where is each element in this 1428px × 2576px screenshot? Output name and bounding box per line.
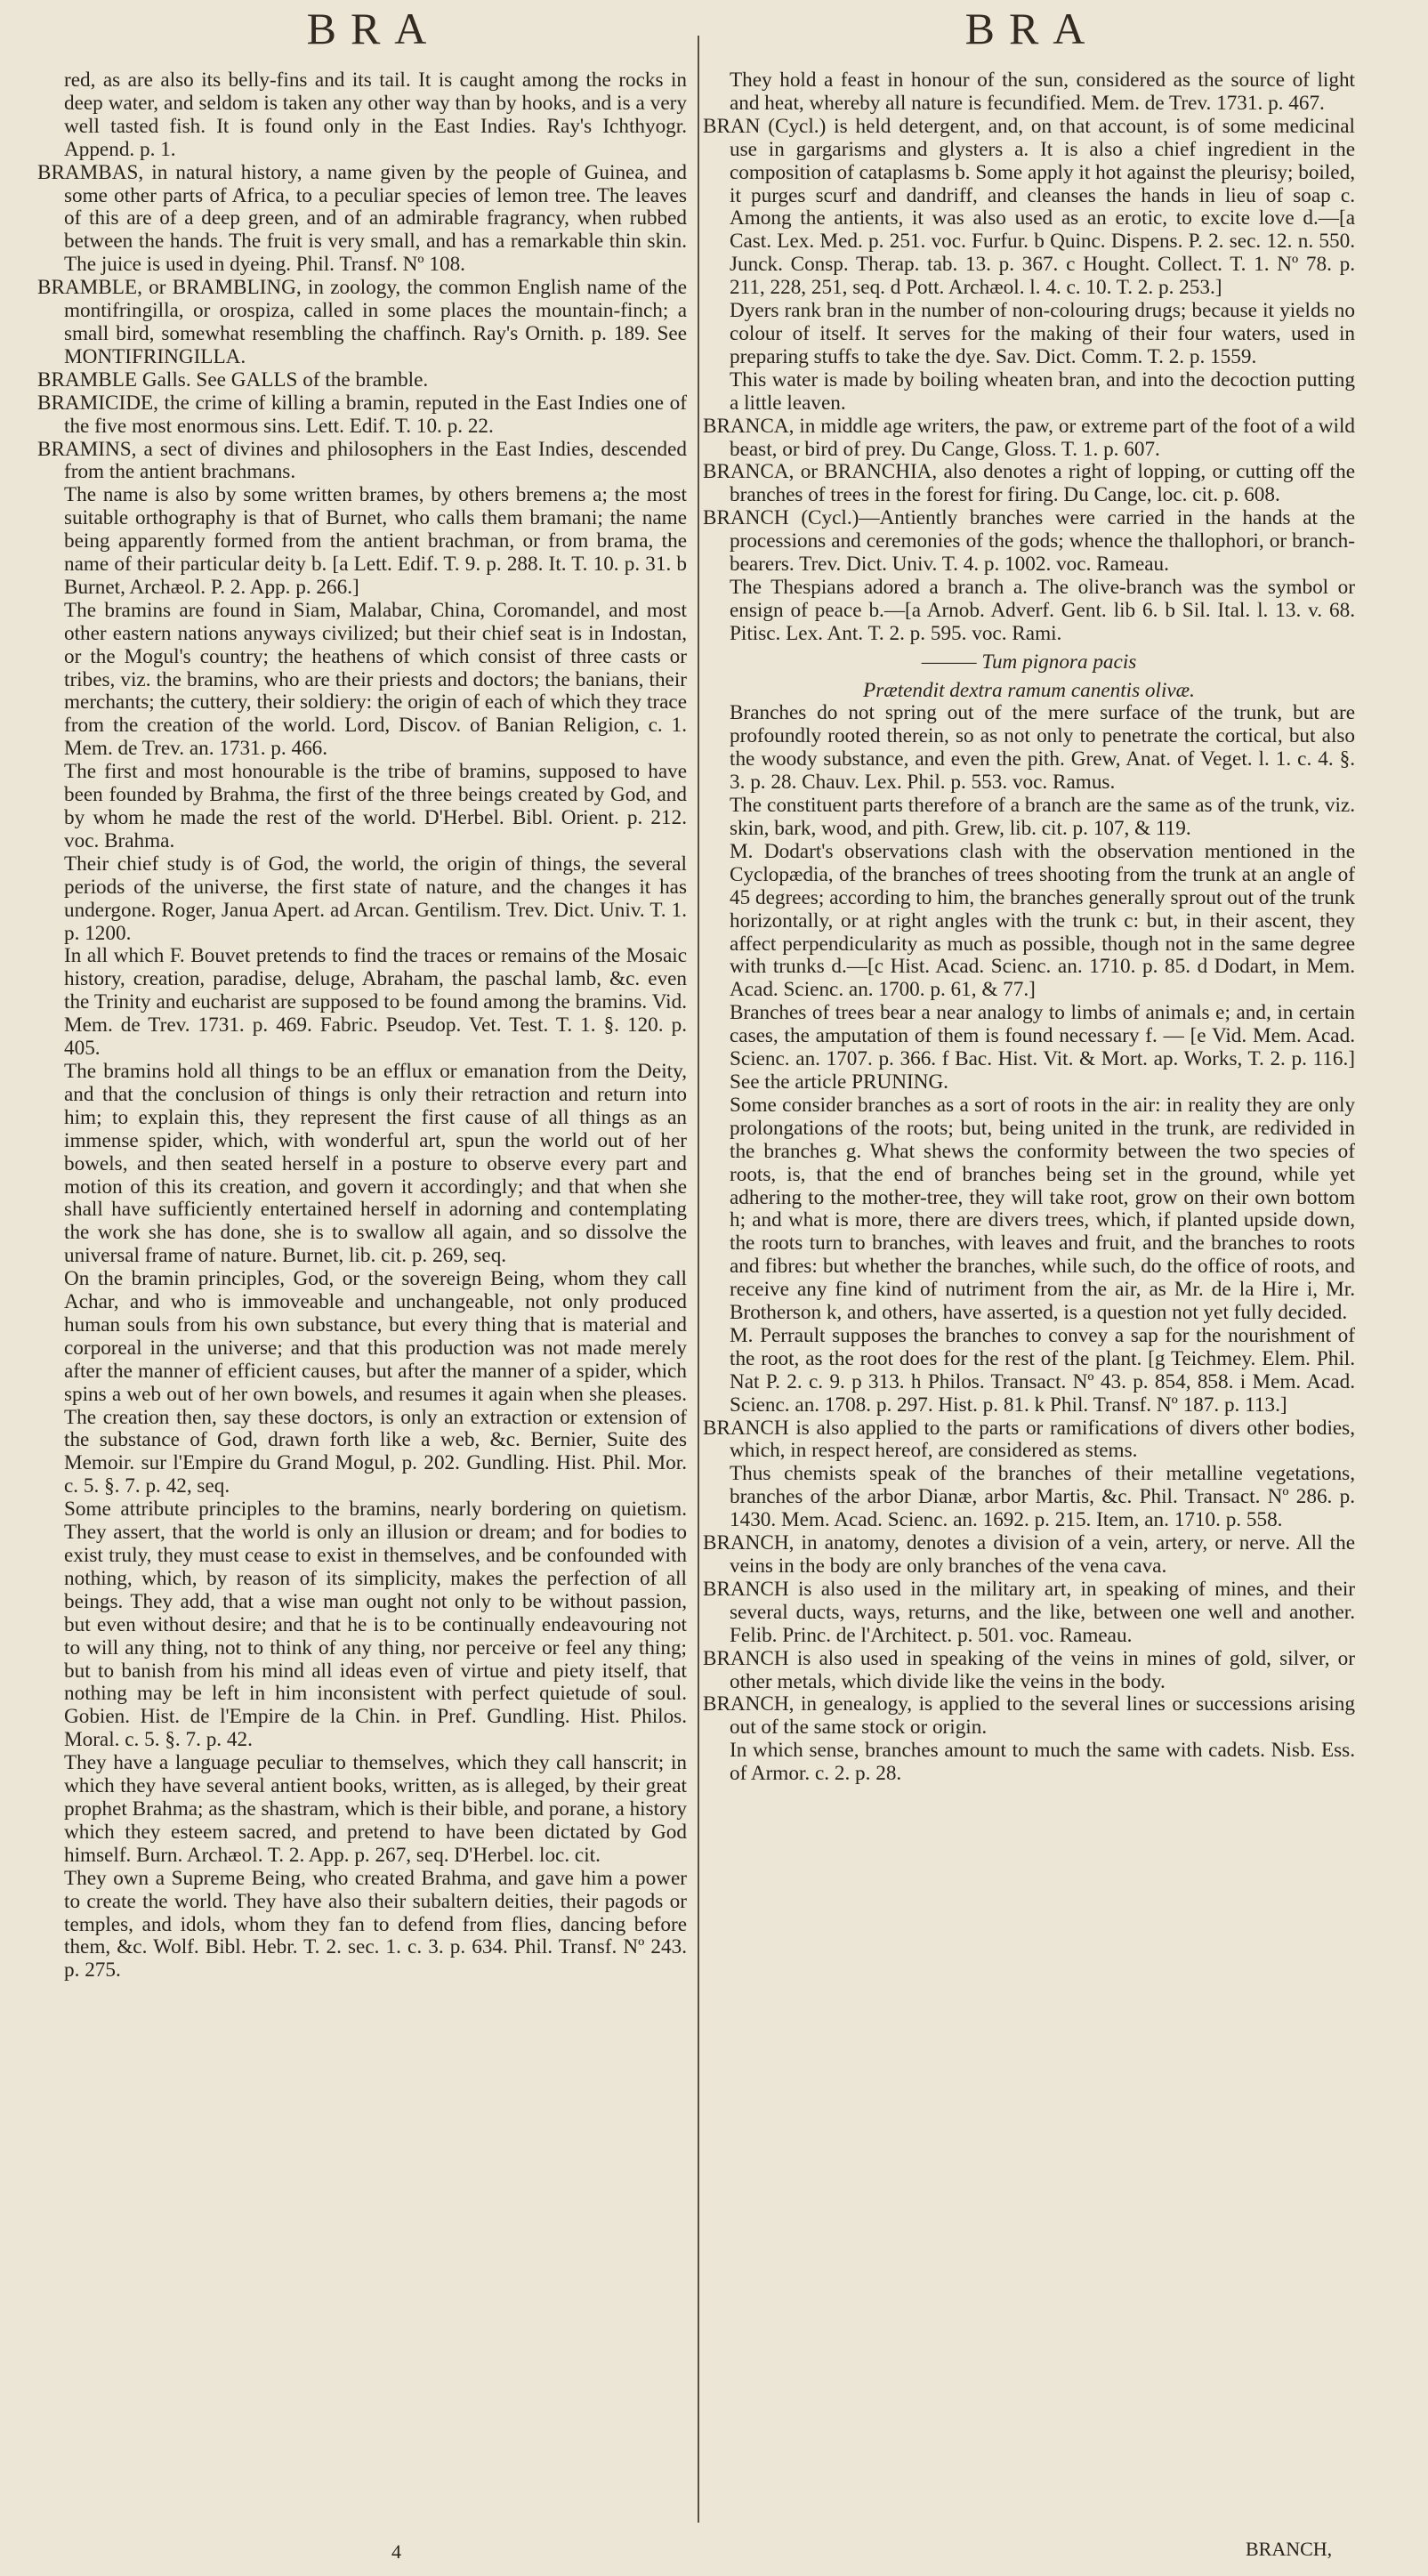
entry-paragraph: The constituent parts therefore of a branch are the same as of the trunk, viz. skin, bark, wood, and pith. Grew, lib. cit. p. 107, & 119. bbox=[730, 794, 1355, 840]
left-column bbox=[37, 69, 687, 1982]
verse-quote: ——— Tum pignora pacis bbox=[921, 650, 1137, 674]
entry-paragraph: Some consider branches as a sort of roots in the air: in reality they are only prolongations of the roots; but, being united in the trunk, are redivided in the branches g. What shews the conformity between the two species of roots, is, that the end of branches being set in the ground, while yet adhering to the mother-tree, they will take root, grow on their own bottom h; and what is more, there are divers trees, which, if planted upside down, the roots turn to branches, with leaves and fruit, and the branches to roots and fibres: but whether the branches, while such, do the office of roots, and receive any fine kind of nutriment from the air, as Mr. de la Hire i, Mr. Brotherson k, and others, have asserted, is a question not yet fully decided. bbox=[730, 1093, 1355, 1325]
entry-paragraph: The bramins hold all things to be an efflux or emanation from the Deity, and that the conclusion of things is only their retraction and return into him; to explain this, they represent the first cause of all things as an immense spider, which, with wonderful art, spun the world out of her bowels, and then seated herself in a posture to observe every part and motion of this its creation, and govern it accordingly; and that when she shall have sufficiently entertained herself in adorning and contemplating the work she has done, she is to swallow all again, and so dissolve the universal frame of nature. Burnet, lib. cit. p. 269, seq. bbox=[64, 1059, 687, 1268]
dictionary-entry: BRAMBLE Galls. See GALLS of the bramble. bbox=[37, 367, 429, 392]
dictionary-entry: BRAN (Cycl.) is held detergent, and, on that account, is of some medicinal use in gargarisms and glysters a. It is also a chief ingredient in the composition of cataplasms b. Some apply it hot against the pleurisy; boiled, it purges scurf and dandriff, and cleanses the hands in lieu of soap c. Among the antients, it was also used as an erotic, to excite love d.—[a Cast. Lex. Med. p. 251. voc. Furfur. b Quinc. Dispens. P. 2. sec. 12. n. 550. Junck. Consp. Therap. tab. 13. p. 367. c Hought. Collect. T. 1. Nº 78. p. 211, 228, 251, seq. d Pott. Archæol. l. 4. c. 10. T. 2. p. 253.] bbox=[703, 114, 1355, 300]
page-number: 4 bbox=[391, 2540, 401, 2563]
verse-quote: Prætendit dextra ramum canentis olivæ. bbox=[863, 678, 1195, 702]
entry-paragraph: They own a Supreme Being, who created Brahma, and gave him a power to create the world. They have also their subaltern deities, their pagods or temples, and idols, whom they fan to defend from flies, dancing before them, &c. Wolf. Bibl. Hebr. T. 2. sec. 1. c. 3. p. 634. Phil. Transf. Nº 243. p. 275. bbox=[64, 1866, 687, 1982]
dictionary-entry: BRANCH, in anatomy, denotes a division of a vein, artery, or nerve. All the veins in the body are only branches of the vena cava. bbox=[703, 1531, 1355, 1578]
entry-paragraph: In all which F. Bouvet pretends to find the traces or remains of the Mosaic history, creation, paradise, deluge, Abraham, the paschal lamb, &c. even the Trinity and eucharist are supposed to be found among the bramins. Vid. Mem. de Trev. 1731. p. 469. Fabric. Pseudop. Vet. Test. T. 1. §. 120. p. 405. bbox=[64, 944, 687, 1061]
entry-paragraph: On the bramin principles, God, or the sovereign Being, whom they call Achar, and who is immoveable and unchangeable, not only produced human souls from his own substance, but every thing that is material and corporeal in the universe; and that this production was not made merely after the manner of efficient causes, but after the manner of a spider, which spins a web out of her own bowels, and resumes it again when she pleases. The creation then, say these doctors, is only an extraction or extension of the substance of God, drawn forth like a web, &c. Bernier, Suite des Memoir. sur l'Empire du Grand Mogul, p. 202. Gundling. Hist. Phil. Mor. c. 5. §. 7. p. 42, seq. bbox=[64, 1267, 687, 1498]
dictionary-entry: BRAMINS, a sect of divines and philosophers in the East Indies, descended from the antient brachmans. bbox=[37, 437, 687, 484]
dictionary-entry: BRAMICIDE, the crime of killing a bramin, reputed in the East Indies one of the five most enormous sins. Lett. Edif. T. 10. p. 22. bbox=[37, 391, 687, 438]
dictionary-entry: BRANCH is also applied to the parts or ramifications of divers other bodies, which, in respect hereof, are considered as stems. bbox=[703, 1416, 1355, 1463]
entry-paragraph: M. Perrault supposes the branches to convey a sap for the nourishment of the root, as the root does for the rest of the plant. [g Teichmey. Elem. Phil. Nat P. 2. c. 9. p 313. h Philos. Transact. Nº 43. p. 854, 858. i Mem. Acad. Scienc. an. 1708. p. 297. Hist. p. 81. k Phil. Transf. Nº 187. p. 113.] bbox=[730, 1323, 1355, 1417]
entry-paragraph: In which sense, branches amount to much the same with cadets. Nisb. Ess. of Armor. c. 2. p. 28. bbox=[730, 1739, 1355, 1786]
dictionary-entry: BRAMBAS, in natural history, a name given by the people of Guinea, and some other parts of Africa, to a peculiar species of lemon tree. The leaves of this are of a deep green, and of an admirable fragrancy, when rubbed between the hands. The fruit is very small, and has a remarkable thin skin. The juice is used in dyeing. Phil. Transf. Nº 108. bbox=[37, 160, 687, 277]
entry-paragraph: The bramins are found in Siam, Malabar, China, Coromandel, and most other eastern nations anyways civilized; but their chief seat is in Indostan, or the Mogul's country; the heathens of which consist of three casts or tribes, viz. the bramins, who are their priests and doctors; the banians, their merchants; the cuttery, their soldiery: the origin of each of which they trace from the creation of the world. Lord, Discov. of Banian Religion, c. 1. Mem. de Trev. an. 1731. p. 466. bbox=[64, 598, 687, 761]
dictionary-entry: BRAMBLE, or BRAMBLING, in zoology, the common English name of the montifringilla, or orospiza, called in some places the mountain-finch; a small bird, somewhat resembling the chaffinch. Ray's Ornith. p. 189. See MONTIFRINGILLA. bbox=[37, 276, 687, 368]
entry-paragraph: The Thespians adored a branch a. The olive-branch was the symbol or ensign of peace b.—[a Arnob. Adverf. Gent. lib 6. b Sil. Ital. l. 13. v. 68. Pitisc. Lex. Ant. T. 2. p. 595. voc. Rami. bbox=[730, 575, 1355, 645]
entry-paragraph: This water is made by boiling wheaten bran, and into the decoction putting a little leaven. bbox=[730, 367, 1355, 415]
running-head-right: BRA bbox=[964, 4, 1100, 53]
column-divider bbox=[698, 36, 699, 2523]
dictionary-entry: BRANCA, or BRANCHIA, also denotes a right of lopping, or cutting off the branches of trees in the forest for firing. Du Cange, loc. cit. p. 608. bbox=[703, 460, 1355, 507]
entry-paragraph: red, as are also its belly-fins and its tail. It is caught among the rocks in deep water, and seldom is taken any other way than by hooks, and is a very well tasted fish. It is found only in the East Indies. Ray's Ichthyogr. Append. p. 1. bbox=[64, 69, 687, 161]
right-column bbox=[703, 69, 1355, 1786]
catchword: BRANCH, bbox=[1246, 2538, 1333, 2560]
dictionary-entry: BRANCH is also used in the military art, in speaking of mines, and their several ducts, ways, returns, and the like, between one well and another. Felib. Princ. de l'Architect. p. 501. voc. Rameau. bbox=[703, 1577, 1355, 1647]
entry-paragraph: Some attribute principles to the bramins, nearly bordering on quietism. They assert, that the world is only an illusion or dream; and for bodies to exist truly, they must cease to exist in themselves, and be confounded with nothing, which, by reason of its simplicity, makes the perfection of all beings. They add, that a wise man ought not only to be without passion, but even without desire; and that he is to be continually endeavouring not to will any thing, not to think of any thing, nor perceive or feel any thing; but to banish from his mind all ideas even of virtue and piety itself, that nothing may be left in him inconsistent with perfect quietude of soul. Gobien. Hist. de l'Empire de la Chin. in Pref. Gundling. Hist. Philos. Moral. c. 5. §. 7. p. 42. bbox=[64, 1498, 687, 1752]
entry-paragraph: Dyers rank bran in the number of non-colouring drugs; because it yields no colour of itself. It serves for the making of their four waters, used in preparing stuffs to take the dye. Sav. Dict. Comm. T. 2. p. 1559. bbox=[730, 299, 1355, 368]
running-head-left: BRA bbox=[306, 4, 441, 53]
entry-paragraph: They have a language peculiar to themselves, which they call hanscrit; in which they have several antient books, written, as is alleged, by their great prophet Brahma; as the shastram, which is their bible, and porane, a history which they esteem sacred, and pretend to have been dictated by God himself. Burn. Archæol. T. 2. App. p. 267, seq. D'Herbel. loc. cit. bbox=[64, 1751, 687, 1867]
entry-paragraph: Thus chemists speak of the branches of their metalline vegetations, branches of the arbor Dianæ, arbor Martis, &c. Phil. Transact. Nº 286. p. 1430. Mem. Acad. Scienc. an. 1692. p. 215. Item, an. 1710. p. 558. bbox=[730, 1462, 1355, 1532]
entry-paragraph: They hold a feast in honour of the sun, considered as the source of light and heat, whereby all nature is fecundified. Mem. de Trev. 1731. p. 467. bbox=[730, 69, 1355, 115]
entry-paragraph: Branches do not spring out of the mere surface of the trunk, but are profoundly rooted therein, so as not only to penetrate the cortical, but also the woody substance, and even the pith. Grew, Anat. of Veget. l. 1. c. 4. §. 3. p. 28. Chauv. Lex. Phil. p. 553. voc. Ramus. bbox=[730, 701, 1355, 795]
dictionary-entry: BRANCH (Cycl.)—Antiently branches were carried in the hands at the processions and ceremonies of the gods; whence the thallophori, or branch-bearers. Trev. Dict. Univ. T. 4. p. 1002. voc. Rameau. bbox=[703, 506, 1355, 577]
dictionary-entry: BRANCH, in genealogy, is applied to the several lines or successions arising out of the same stock or origin. bbox=[703, 1692, 1355, 1740]
entry-paragraph: The first and most honourable is the tribe of bramins, supposed to have been founded by Brahma, the first of the three beings created by God, and by whom he made the rest of the world. D'Herbel. Bibl. Orient. p. 212. voc. Brahma. bbox=[64, 760, 687, 852]
entry-paragraph: The name is also by some written brames, by others bremens a; the most suitable orthography is that of Burnet, who calls them bramani; the name being apparently formed from the antient brachman, or from brama, the name of their particular deity b. [a Lett. Edif. T. 9. p. 288. It. T. 10. p. 31. b Burnet, Archæol. P. 2. App. p. 266.] bbox=[64, 483, 687, 599]
entry-paragraph: M. Dodart's observations clash with the observation mentioned in the Cyclopædia, of the branches of trees shooting from the trunk at an angle of 45 degrees; according to him, the branches generally sprout out of the trunk horizontally, or at right angles with the trunk c: but, in their ascent, they affect perpendicularity as much as possible, though not in the same degree with trunks d.—[c Hist. Acad. Scienc. an. 1710. p. 85. d Dodart, in Mem. Acad. Scienc. an. 1700. p. 61, & 77.] bbox=[730, 839, 1355, 1002]
dictionary-entry: BRANCA, in middle age writers, the paw, or extreme part of the foot of a wild beast, or bird of prey. Du Cange, Gloss. T. 1. p. 607. bbox=[703, 414, 1355, 461]
entry-paragraph: Their chief study is of God, the world, the origin of things, the several periods of the universe, the first state of nature, and the changes it has undergone. Roger, Janua Apert. ad Arcan. Gentilism. Trev. Dict. Univ. T. 1. p. 1200. bbox=[64, 852, 687, 945]
dictionary-entry: BRANCH is also used in speaking of the veins in mines of gold, silver, or other metals, which divide like the veins in the body. bbox=[703, 1646, 1355, 1693]
entry-paragraph: Branches of trees bear a near analogy to limbs of animals e; and, in certain cases, the amputation of them is found necessary f. — [e Vid. Mem. Acad. Scienc. an. 1707. p. 366. f Bac. Hist. Vit. & Mort. ap. Works, T. 2. p. 116.] See the article PRUNING. bbox=[730, 1001, 1355, 1094]
